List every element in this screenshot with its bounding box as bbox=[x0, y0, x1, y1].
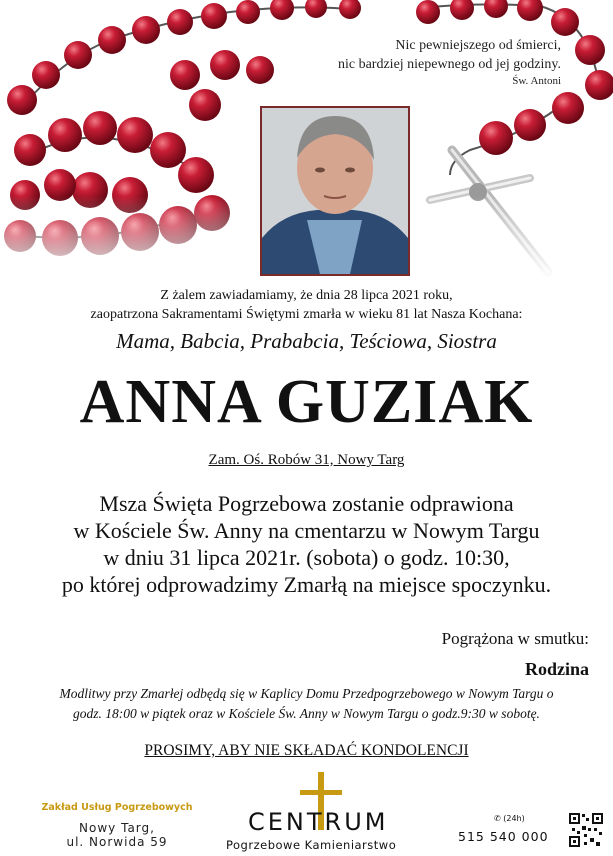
funeral-mass-info bbox=[0, 490, 613, 598]
company-street: ul. Norwida 59 bbox=[66, 835, 168, 849]
quote-author: Św. Antoni bbox=[512, 75, 561, 87]
phone-contact bbox=[458, 814, 549, 844]
portrait-photo bbox=[260, 106, 410, 276]
mourning-label: Pogrążona w smutku: bbox=[441, 629, 589, 648]
company-name: Zakład Usług Pogrzebowych bbox=[41, 802, 193, 813]
quote-line-2: nic bardziej niepewnego od jej godziny. bbox=[337, 57, 561, 72]
mass-line-4: po której odprowadzimy Zmarłą na miejsce spoczynku. bbox=[61, 572, 552, 597]
quote-line-1: Nic pewniejszego od śmierci, bbox=[395, 38, 561, 53]
logo-subtitle: Pogrzebowe Kamieniarstwo bbox=[226, 838, 397, 852]
death-announcement bbox=[0, 286, 613, 324]
portrait-illustration bbox=[262, 108, 408, 274]
mourning-family: Rodzina bbox=[524, 659, 589, 679]
logo-wordmark: CENTRUM bbox=[248, 808, 389, 836]
home-address: Zam. Oś. Robów 31, Nowy Targ bbox=[208, 452, 405, 468]
mourning-signature bbox=[442, 624, 589, 684]
company-city: Nowy Targ, bbox=[79, 821, 155, 835]
mass-line-2: w Kościele Św. Anny na cmentarzu w Nowym Targu bbox=[73, 518, 540, 543]
qr-code-icon bbox=[568, 812, 604, 848]
phone-number: 515 540 000 bbox=[458, 829, 549, 844]
prayers-line-1: Modlitwy przy Zmarłej odbędą się w Kaplicy Domu Przedpogrzebowego w Nowym Targu o bbox=[59, 686, 554, 701]
phone-24h-label bbox=[494, 814, 549, 823]
prayers-line-2: godz. 18:00 w piątek oraz w Kościele Św. Anny w Nowym Targu o godz.9:30 w sobotę. bbox=[73, 706, 540, 721]
no-condolences-request: PROSIMY, ABY NIE SKŁADAĆ KONDOLENCJI bbox=[144, 742, 469, 759]
saint-quote bbox=[231, 36, 561, 88]
prayers-info bbox=[6, 684, 607, 724]
centrum-logo bbox=[214, 768, 444, 856]
mass-line-3: w dniu 31 lipca 2021r. (sobota) o godz. 10:30, bbox=[103, 545, 510, 570]
announcement-line-2: zaopatrzona Sakramentami Świętymi zmarła w wieku 81 lat Nasza Kochana: bbox=[90, 307, 523, 322]
announcement-line-1: Z żalem zawiadamiamy, że dnia 28 lipca 2021 roku, bbox=[160, 288, 453, 303]
phone-icon: ✆ bbox=[494, 814, 501, 823]
mass-line-1: Msza Święta Pogrzebowa zostanie odprawiona bbox=[99, 491, 514, 516]
family-relations: Mama, Babcia, Prababcia, Teściowa, Siostra bbox=[116, 329, 497, 353]
funeral-home-address bbox=[22, 802, 212, 849]
phone-hours: (24h) bbox=[503, 814, 525, 823]
deceased-name: ANNA GUZIAK bbox=[79, 368, 534, 436]
